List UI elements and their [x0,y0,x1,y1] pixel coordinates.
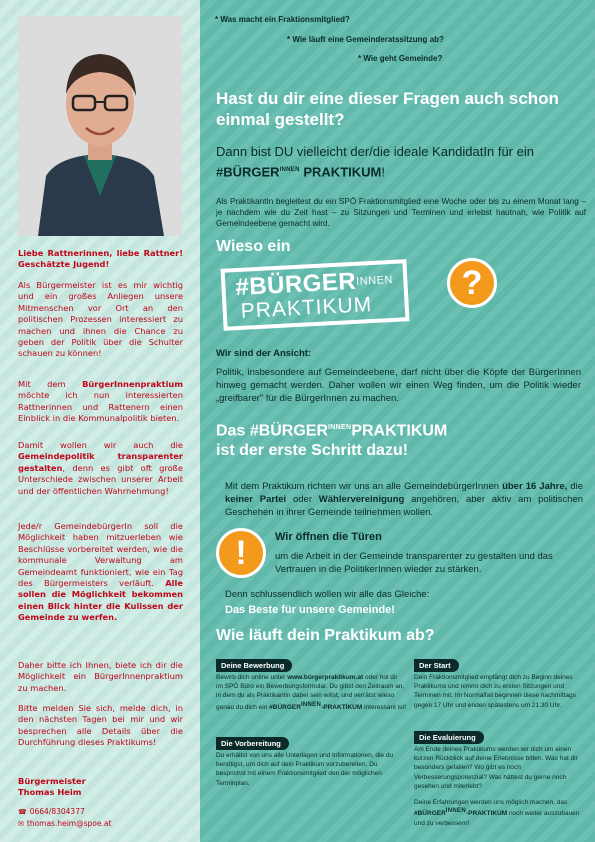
sidebar-paragraph-6: Bitte melden Sie sich, melde dich, in den nächsten Tagen bei mir und wir besprechen alle Details über die Durchführung dieses Praktikums! [18,703,183,748]
signature-name: Thomas Heim [18,787,82,798]
politik-paragraph: Politik, insbesondere auf Gemeindeebene, darf nicht über die Köpfe der BürgerInnen hinweg gemacht werden. Daher wollen wir einen Weg finden, um die Politik wieder „greifbarer" für die BürgerInnen zu machen. [216,367,581,404]
wieso-heading: Wieso ein [216,238,291,255]
contact-phone: ☎ 0664/8304377 [18,807,85,816]
first-step-heading: Das $\#BÜRGER^{INNEN}PRAKTIKUM$ ist der erste Schritt dazu! [216,422,448,460]
sidebar-paragraph-4: Jede/r GemeindebürgerIn soll die Möglichkeit haben mitzuerleben wie Beschlüsse vorbereitet werden, wie die kommunale Verwaltung am Gemeindeamt funktioniert, wie ein Tag des Bürgermeisters verläuft. Alle sollen die Möglichkeit bekommen einen Blick hinter die Kulissen der Gemeinde zu werfen. [18,521,183,623]
signature [18,776,183,799]
ansicht-heading: Wir sind der Ansicht: [216,348,312,359]
question-2: * Wie läuft eine Gemeinderatssitzung ab? [287,35,444,44]
phone-icon: ☎ [18,808,27,816]
intro-text: Dann bist DU vielleicht der/die ideale KandidatIn für ein $\#BÜRGER^{INNEN}$ PRAKTIKUM! [216,144,534,180]
target-group-paragraph: Mit dem Praktikum richten wir uns an alle GemeindebürgerInnen über 16 Jahre, die keiner Partei oder Wählervereinigung angehören, aber aktiv am politischen Geschehen in ihrer Gemeinde teilnehmen wollen. [225,481,584,518]
lead-paragraph: Als PraktikantIn begleitest du ein SPÖ Fraktionsmitglied eine Woche oder bis zu einem Monat lang – je nachdem wie du Zeit hast – zu Sitzungen und Terminen und erlebst hautnah, wie Politik auf Gemeindeebene gemacht wird. [216,197,586,228]
step-text-bewerbung: Bewirb dich online unter www.bürgerpraktikum.at oder hol dir im SPÖ Büro ein Bewerbungsformular. Du gibst den Zeitraum an, in dem du als Praktikantin dabei sein willst, und verrätst wieso genau du dich ein #BÜRGERINNEN-PRAKTIKUM interessant ist! [216,674,406,711]
website-link[interactable]: www.bürgerpraktikum.at [287,674,364,681]
sidebar-greeting: Liebe Rattnerinnen, liebe Rattner! Geschätzte Jugend! [18,248,183,270]
step-text-erfahrungen: Deine Erfahrungen werden uns möglich machen, das #BÜRGERINNEN-PRAKTIKUM noch weiter auszubauen und zu verbessern! [414,799,580,827]
tueren-paragraph: um die Arbeit in der Gemeinde transparenter zu gestalten und das Vertrauen in die PolitikerInnen wieder zu stärken. [275,551,553,575]
denn-line: Denn schlussendlich wollen wir alle das Gleiche: [225,589,430,600]
sidebar-paragraph-2: Mit dem BürgerInnenpraktium möchte ich nun interessierten Rattnerinnen und Rattenern einen Einblick in die Kommunalpolitik bieten. [18,379,183,424]
step-text-start: Dein Fraktionsmitglied empfängt dich zu Beginn deines Praktikums und nimmt dich zu ersten Sitzungen und Terminen mit. Im Normalfall beginnen diese nachmittags gegen 17 Uhr und enden spätestens um 21:30 Uhr. [414,674,576,709]
contact-info [18,806,188,830]
beste-line: Das Beste für unsere Gemeinde! [225,604,395,616]
question-3: * Wie geht Gemeinde? [358,54,443,63]
sidebar-paragraph-1: Als Bürgermeister ist es mir wichtig und ein großes Anliegen unsere Mitmenschen vor Ort an den politischen Prozessen interessiert zu machen und ihnen die Chance zu geben der Politik über die Schulter schauen zu können! [18,280,183,359]
main-title: Hast du dir eine dieser Fragen auch schon einmal gestellt? [216,89,559,129]
question-1: * Was macht ein Fraktionsmitglied? [215,15,350,24]
question-mark-icon: ? [447,258,497,308]
step-badge-vorbereitung: Die Vorbereitung [216,737,289,750]
sidebar-paragraph-3: Damit wollen wir auch die Gemeindepolitik transparenter gestalten, denn es gibt oft große Unterschiede zwischen unserer Arbeit und der öffentlichen Wahrnehmung! [18,440,183,496]
buergerpraktikum-logo: $\#BÜRGER^{INNEN}$ PRAKTIKUM [221,259,410,331]
step-badge-bewerbung: Deine Bewerbung [216,659,292,672]
sidebar [0,0,200,842]
mail-icon: ✉ [18,820,24,828]
signature-role: Bürgermeister [18,776,86,786]
step-badge-evaluierung: Die Evaluierung [414,731,484,744]
step-badge-start: Der Start [414,659,459,672]
sidebar-paragraph-5: Daher bitte ich Ihnen, biete ich dir die Möglichkeit ein BürgerInnenpraktium zu machen. [18,660,183,693]
exclamation-icon: ! [216,528,266,578]
ablauf-heading: Wie läuft dein Praktikum ab? [216,627,435,644]
mayor-portrait [18,16,182,236]
contact-email[interactable]: ✉ thomas.heim@spoe.at [18,819,112,828]
step-text-evaluierung: Am Ende deines Praktikums werden wir dich um einen kurzen Rückblick auf deine Erlebnisse bitten. Was hat dir besonders gefallen? Wo gibt es noch Verbesserungspotenzial? Was hättest du gerne noch gesehen und miterlebt? [414,746,578,790]
step-text-vorbereitung: Du erhältst von uns alle Unterlagen und Informationen, die du benötigst, um dich auf dein Praktikum vorzubereiten. Du besprichst mit einem Fraktionsmitglied den der möglichen Terminplan. [216,752,394,787]
tueren-heading: Wir öffnen die Türen [275,531,382,543]
